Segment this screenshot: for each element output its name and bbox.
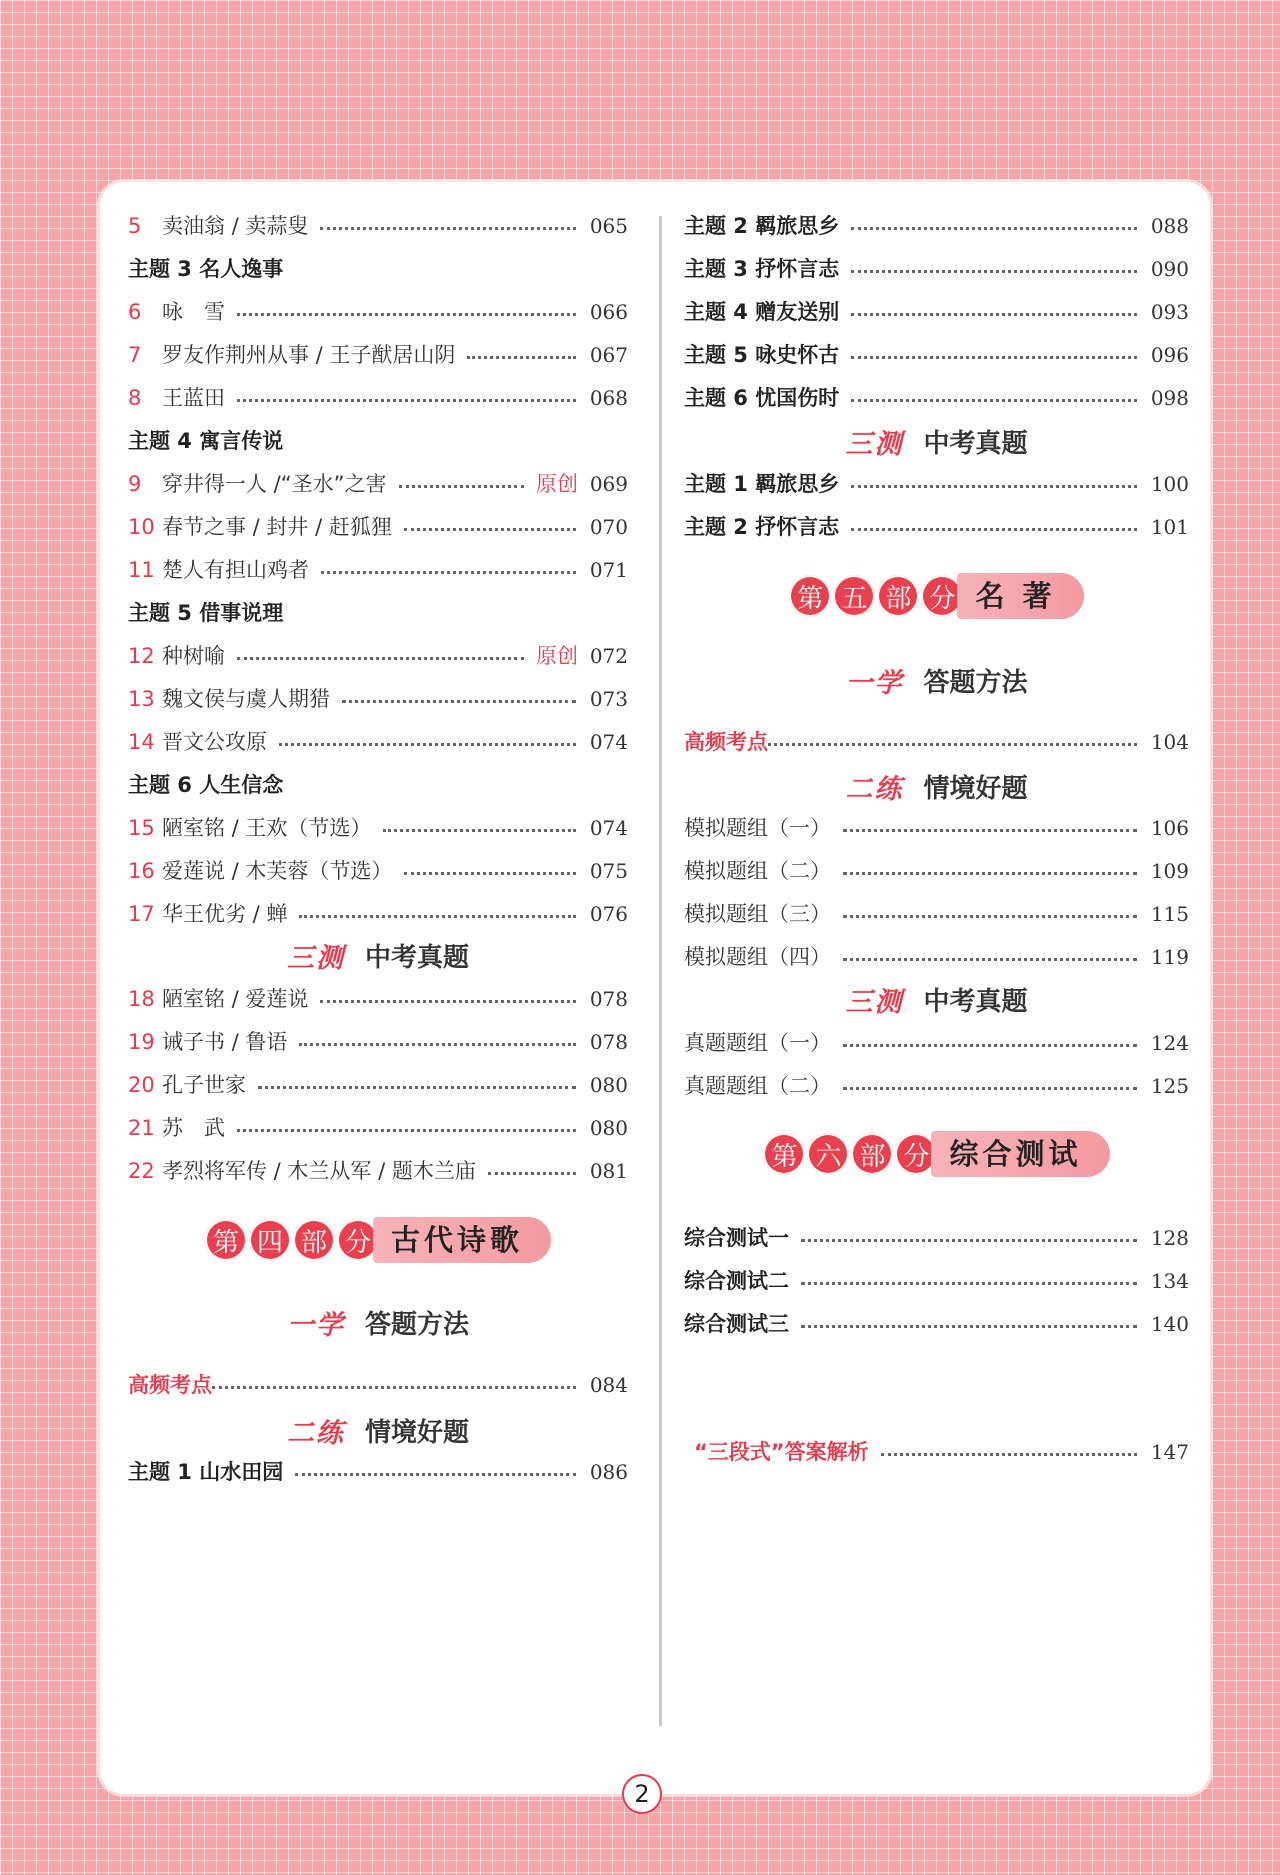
entry-number: 8 (128, 386, 142, 410)
toc-entry[interactable] (684, 722, 1189, 762)
theme-heading (128, 593, 628, 633)
entry-title: 综合测试三 (684, 1312, 789, 1336)
entry-title: 主题 5 咏史怀古 (684, 343, 840, 367)
toc-entry[interactable] (128, 1452, 628, 1492)
toc-entry[interactable] (128, 507, 628, 547)
toc-entry[interactable] (684, 1023, 1189, 1063)
entry-page-number: 100 (1150, 472, 1189, 496)
toc-entry[interactable] (128, 335, 628, 375)
entry-page-number: 128 (1150, 1226, 1189, 1250)
dot-leader (851, 227, 1137, 230)
entry-title: 真题题组（二） (684, 1074, 831, 1098)
entry-title: 综合测试一 (684, 1226, 789, 1250)
entry-number: 6 (128, 300, 142, 324)
entry-page-number: 071 (589, 558, 628, 582)
entry-title: 高频考点 (128, 1373, 212, 1397)
entry-title: 魏文侯与虞人期猎 (162, 687, 330, 711)
entry-page-number: 093 (1150, 300, 1189, 324)
toc-entry[interactable] (128, 1108, 628, 1148)
entry-title: 春节之事 / 封井 / 赶狐狸 (162, 515, 392, 539)
entry-page-number: 080 (589, 1116, 628, 1140)
entry-page-number: 104 (1150, 730, 1189, 754)
part-banner-inner (205, 1217, 551, 1263)
entry-page-number: 072 (589, 644, 628, 668)
entry-page-number: 096 (1150, 343, 1189, 367)
dot-leader (843, 829, 1137, 832)
entry-title: 模拟题组（三） (684, 902, 831, 926)
entry-page-number: 078 (589, 1030, 628, 1054)
toc-entry[interactable] (128, 894, 628, 934)
entry-title: 种树喻 (162, 644, 225, 668)
section-heading-prefix: 二练 (286, 1417, 345, 1449)
entry-title: 陋室铭 / 爱莲说 (162, 987, 309, 1011)
dot-leader (881, 1453, 1137, 1456)
part-banner-char: 分 (337, 1219, 379, 1261)
part-banner-title: 名 著 (957, 573, 1083, 619)
entry-page-number: 086 (589, 1460, 628, 1484)
toc-entry[interactable] (684, 464, 1189, 504)
toc-entry[interactable] (684, 249, 1189, 289)
entry-number: 21 (128, 1116, 155, 1140)
entry-title: 爱莲说 / 木芙蓉（节选） (162, 859, 393, 883)
entry-page-number: 066 (589, 300, 628, 324)
column-divider (659, 216, 662, 1726)
entry-number: 14 (128, 730, 155, 754)
entry-number: 12 (128, 644, 155, 668)
original-tag: 原创 (536, 644, 578, 668)
entry-title: 华王优劣 / 蝉 (162, 902, 288, 926)
part-banner-char: 四 (249, 1219, 291, 1261)
part-banner-char: 部 (851, 1133, 893, 1175)
dot-leader (258, 1086, 576, 1089)
entry-title: 孝烈将军传 / 木兰从军 / 题木兰庙 (162, 1159, 476, 1183)
entry-number: 7 (128, 343, 142, 367)
entry-page-number: 125 (1150, 1074, 1189, 1098)
entry-page-number: 124 (1150, 1031, 1189, 1055)
section-heading (128, 1300, 628, 1344)
entry-page-number: 101 (1150, 515, 1189, 539)
toc-entry[interactable] (128, 206, 628, 246)
entry-title: 高频考点 (684, 730, 768, 754)
entry-title: 卖油翁 / 卖蒜叟 (162, 214, 309, 238)
toc-entry[interactable] (128, 851, 628, 891)
dot-leader (383, 829, 576, 832)
part-banner-char: 第 (205, 1219, 247, 1261)
dot-leader (851, 270, 1137, 273)
dot-leader (851, 399, 1137, 402)
part-banner-char: 第 (789, 575, 831, 617)
entry-number: 18 (128, 987, 155, 1011)
entry-title: 主题 2 抒怀言志 (684, 515, 840, 539)
entry-title: 主题 3 抒怀言志 (684, 257, 840, 281)
dot-leader (237, 657, 524, 660)
theme-title: 主题 6 人生信念 (128, 773, 284, 797)
entry-page-number: 080 (589, 1073, 628, 1097)
original-tag: 原创 (536, 472, 578, 496)
dot-leader (843, 1087, 1137, 1090)
entry-page-number: 147 (1150, 1440, 1189, 1464)
entry-title: 楚人有担山鸡者 (162, 558, 309, 582)
entry-title: 苏 武 (162, 1116, 225, 1140)
part-banner-char: 部 (877, 575, 919, 617)
section-heading-prefix: 一学 (845, 667, 904, 699)
entry-page-number: 068 (589, 386, 628, 410)
toc-entry[interactable] (128, 292, 628, 332)
toc-entry[interactable] (128, 1365, 628, 1405)
toc-entry[interactable] (684, 507, 1189, 547)
theme-title: 主题 4 寓言传说 (128, 429, 284, 453)
part-banner-title: 综合测试 (931, 1131, 1109, 1177)
entry-page-number: 074 (589, 730, 628, 754)
dot-leader (488, 1172, 576, 1175)
toc-entry[interactable] (128, 1065, 628, 1105)
part-banner (684, 568, 1189, 624)
entry-number: 10 (128, 515, 155, 539)
entry-page-number: 109 (1150, 859, 1189, 883)
section-heading-prefix: 二练 (845, 773, 904, 805)
entry-page-number: 070 (589, 515, 628, 539)
entry-number: 15 (128, 816, 155, 840)
entry-number: 9 (128, 472, 142, 496)
toc-entry[interactable] (128, 722, 628, 762)
entry-page-number: 088 (1150, 214, 1189, 238)
theme-title: 主题 3 名人逸事 (128, 257, 284, 281)
entry-page-number: 134 (1150, 1269, 1189, 1293)
toc-card (100, 182, 1210, 1794)
part-banner-char: 分 (895, 1133, 937, 1175)
entry-number: 19 (128, 1030, 155, 1054)
dot-leader (851, 313, 1137, 316)
dot-leader (801, 1239, 1137, 1242)
entry-page-number: 076 (589, 902, 628, 926)
entry-page-number: 119 (1150, 945, 1189, 969)
toc-entry[interactable] (128, 1022, 628, 1062)
entry-title: “三段式”答案解析 (694, 1440, 869, 1464)
dot-leader (467, 356, 576, 359)
toc-entry[interactable] (128, 979, 628, 1019)
entry-title: 模拟题组（一） (684, 816, 831, 840)
section-heading (684, 764, 1189, 808)
entry-page-number: 106 (1150, 816, 1189, 840)
part-banner-char: 六 (807, 1133, 849, 1175)
entry-title: 罗友作荆州从事 / 王子猷居山阴 (162, 343, 456, 367)
entry-page-number: 075 (589, 859, 628, 883)
toc-entry[interactable] (128, 464, 628, 504)
part-banner (128, 1212, 628, 1268)
entry-number: 20 (128, 1073, 155, 1097)
section-heading-prefix: 三测 (845, 428, 904, 460)
entry-number: 17 (128, 902, 155, 926)
section-heading-prefix: 三测 (286, 942, 345, 974)
entry-title: 陋室铭 / 王欢（节选） (162, 816, 372, 840)
entry-title: 主题 2 羁旅思乡 (684, 214, 840, 238)
dot-leader (801, 1325, 1137, 1328)
section-heading (684, 977, 1189, 1021)
toc-entry[interactable] (684, 851, 1189, 891)
toc-entry[interactable] (128, 636, 628, 676)
part-banner (684, 1126, 1189, 1182)
part-banner-title: 古代诗歌 (373, 1217, 551, 1263)
entry-page-number: 067 (589, 343, 628, 367)
dot-leader (851, 356, 1137, 359)
entry-title: 晋文公攻原 (162, 730, 267, 754)
dot-leader (321, 571, 576, 574)
toc-entry[interactable] (684, 206, 1189, 246)
entry-title: 真题题组（一） (684, 1031, 831, 1055)
section-heading-title: 中考真题 (923, 428, 1028, 459)
toc-entry[interactable] (684, 937, 1189, 977)
dot-leader (237, 399, 576, 402)
toc-entry[interactable] (684, 1261, 1189, 1301)
entry-title: 诫子书 / 鲁语 (162, 1030, 288, 1054)
theme-heading (128, 765, 628, 805)
entry-title: 孔子世家 (162, 1073, 246, 1097)
part-banner-char: 分 (921, 575, 963, 617)
entry-title: 咏 雪 (162, 300, 225, 324)
dot-leader (342, 700, 576, 703)
part-banner-inner (763, 1131, 1109, 1177)
entry-page-number: 081 (589, 1159, 628, 1183)
entry-page-number: 098 (1150, 386, 1189, 410)
entry-number: 16 (128, 859, 155, 883)
dot-leader (851, 485, 1137, 488)
dot-leader (404, 872, 576, 875)
toc-entry[interactable] (128, 550, 628, 590)
dot-leader (299, 915, 576, 918)
entry-page-number: 115 (1150, 902, 1189, 926)
toc-entry[interactable] (128, 1151, 628, 1191)
toc-entry[interactable] (684, 808, 1189, 848)
page-number: 2 (622, 1774, 662, 1814)
dot-leader (843, 915, 1137, 918)
entry-page-number: 073 (589, 687, 628, 711)
section-heading-title: 中考真题 (923, 986, 1028, 1017)
dot-leader (212, 1386, 576, 1389)
part-banner-char: 第 (763, 1133, 805, 1175)
entry-title: 模拟题组（二） (684, 859, 831, 883)
dot-leader (801, 1282, 1137, 1285)
dot-leader (851, 528, 1137, 531)
dot-leader (399, 485, 524, 488)
entry-page-number: 078 (589, 987, 628, 1011)
dot-leader (320, 1000, 576, 1003)
entry-number: 22 (128, 1159, 155, 1183)
dot-leader (404, 528, 576, 531)
part-banner-char: 五 (833, 575, 875, 617)
entry-title: 主题 6 忧国伤时 (684, 386, 840, 410)
section-heading (684, 658, 1189, 702)
dot-leader (768, 743, 1137, 746)
entry-number: 11 (128, 558, 155, 582)
dot-leader (299, 1043, 576, 1046)
toc-entry[interactable] (684, 1218, 1189, 1258)
entry-page-number: 084 (589, 1373, 628, 1397)
entry-number: 5 (128, 214, 142, 238)
part-banner-char: 部 (293, 1219, 335, 1261)
dot-leader (320, 227, 576, 230)
entry-title: 王蓝田 (162, 386, 225, 410)
toc-entry[interactable] (128, 679, 628, 719)
section-heading-title: 情境好题 (923, 773, 1028, 804)
entry-title: 模拟题组（四） (684, 945, 831, 969)
entry-title: 穿井得一人 /“圣水”之害 (162, 472, 387, 496)
entry-page-number: 140 (1150, 1312, 1189, 1336)
section-heading-prefix: 三测 (845, 986, 904, 1018)
entry-page-number: 069 (589, 472, 628, 496)
entry-page-number: 065 (589, 214, 628, 238)
theme-heading (128, 249, 628, 289)
toc-entry[interactable] (684, 894, 1189, 934)
section-heading-title: 情境好题 (364, 1417, 469, 1448)
part-banner-inner (789, 573, 1083, 619)
toc-entry[interactable] (128, 378, 628, 418)
section-heading-title: 中考真题 (364, 942, 469, 973)
entry-number: 13 (128, 687, 155, 711)
entry-page-number: 074 (589, 816, 628, 840)
dot-leader (279, 743, 576, 746)
section-heading-title: 答题方法 (364, 1309, 469, 1340)
dot-leader (843, 872, 1137, 875)
section-heading (128, 933, 628, 977)
toc-entry[interactable] (684, 292, 1189, 332)
theme-title: 主题 5 借事说理 (128, 601, 284, 625)
entry-title: 主题 1 羁旅思乡 (684, 472, 840, 496)
entry-page-number: 090 (1150, 257, 1189, 281)
toc-entry[interactable] (128, 808, 628, 848)
toc-entry[interactable] (684, 1304, 1189, 1344)
toc-entry[interactable] (684, 378, 1189, 418)
dot-leader (843, 1044, 1137, 1047)
section-heading (128, 1408, 628, 1452)
toc-entry[interactable] (684, 1066, 1189, 1106)
dot-leader (295, 1473, 576, 1476)
entry-title: 主题 1 山水田园 (128, 1460, 284, 1484)
section-heading-title: 答题方法 (923, 667, 1028, 698)
entry-title: 主题 4 赠友送别 (684, 300, 840, 324)
theme-heading (128, 421, 628, 461)
dot-leader (237, 313, 576, 316)
toc-entry[interactable] (684, 1432, 1189, 1472)
entry-title: 综合测试二 (684, 1269, 789, 1293)
dot-leader (237, 1129, 576, 1132)
dot-leader (843, 958, 1137, 961)
section-heading-prefix: 一学 (286, 1309, 345, 1341)
toc-entry[interactable] (684, 335, 1189, 375)
section-heading (684, 419, 1189, 463)
